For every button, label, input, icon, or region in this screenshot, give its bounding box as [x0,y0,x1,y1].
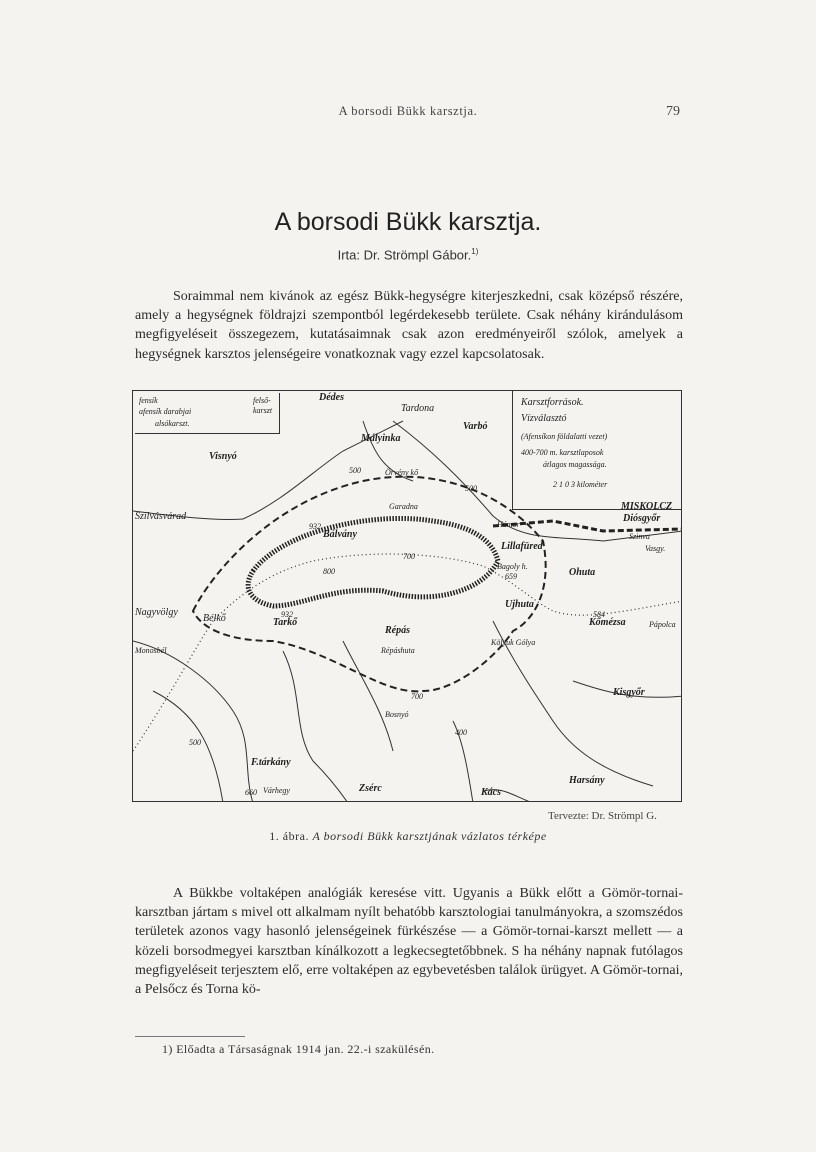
place-belko: Bélkő [203,613,226,624]
elevation-label: 660 [245,788,257,797]
byline-footnote-mark: 1) [471,247,479,256]
place-komezsa: Kőmézsa [589,617,626,628]
second-paragraph [135,884,683,999]
place-varhegy: Várhegy [263,786,290,795]
place-visnyo: Visnyó [209,451,237,462]
byline [0,247,816,262]
legend-karszt: karszt [253,406,273,415]
legend-vizvalaszto: Vízválasztó [521,413,567,424]
paragraph-1: Soraimmal nem kivánok az egész Bükk-hegységre kiterjeszkedni, csak középső részére, amely a hegységnek földrajzi szempontból legérdekesebb területe. Csak néhány kirándulásom megfigyeléseit összegezem, kutatásaimnak csak azon eredményeiről szólok, amelyek a hegységnek karsztos jelenségeire vonatkoznak vagy ezzel kapcsolatosak. [135,289,683,362]
caption-number: 1. ábra. [269,829,309,843]
place-zserc: Zsérc [359,783,382,794]
karst-map-figure [132,390,682,802]
elevation-label: 800 [323,567,335,576]
place-miskolcz: MISKOLCZ [621,501,673,512]
place-balvany: Bálvány [323,529,357,540]
elevation-label: 584 [593,610,605,619]
place-diosgyor: Diósgyőr [623,513,661,524]
figure-credit: Tervezte: Dr. Strömpl G. [548,810,657,822]
legend-scale: 2 1 0 3 kilométer [553,480,608,489]
legend-karsztlaposok: 400-700 m. karsztlaposok [521,448,604,457]
place-vasgy: Vasgy. [645,544,666,553]
running-header [0,104,816,124]
running-title: A borsodi Bükk karsztja. [338,104,478,118]
paragraph-2: A Bükkbe voltaképen analógiák keresése vitt. Ugyanis a Bükk előtt a Gömör-tornai-karsztban jártam s mivel ott alkalmam nyílt behatóbb karsztologiai tanulmányokra, a szomszédos területek azonos vagy hasonló jelenségeinek fürkészése — a Gömör-tornai-karszt mellett — a közeli borsodmegyei karsztban kínálkozott a legkecsegtetőbbnek. S ha néhány napnak futólagos megfigyeléseit terjesztem elő, erre voltaképen az egybevetésben találok ürügyet. A Gömör-tornai, a Pelsőcz és Torna kö- [135,886,683,998]
place-bosnyo: Bosnyó [385,710,409,719]
legend-alsokarszt: alsókarszt. [155,419,190,428]
legend-plateau [135,393,280,434]
footnote-text: Előadta a Társaságnak 1914 jan. 22.-i szakülésén. [176,1042,435,1056]
place-kolyuk-golya: Kölyuk Gólya [491,638,536,647]
place-varbo: Varbó [463,421,488,432]
place-papolca: Pápolca [649,620,676,629]
place-szinva: Szinva [629,532,650,541]
place-nagyvolgy: Nagyvölgy [135,607,178,618]
caption-title: A borsodi Bükk karsztjának vázlatos térképe [312,829,547,843]
elevation-label: 400 [455,728,467,737]
elevation-label: 932 [309,522,321,531]
byline-text: Irta: Dr. Strömpl Gábor. [337,247,472,263]
place-tardona: Tardona [401,403,435,414]
place-tarko: Tarkő [273,617,298,628]
legend-atlagos: átlagos magassága. [543,460,607,469]
place-hamor: Hámor [497,520,520,529]
place-monosbel: Monosbél [135,646,167,655]
place-orvenyko: Örvény kő [385,468,419,477]
footnote-rule [135,1036,245,1037]
footnote-mark: 1) [162,1042,173,1056]
place-harsany: Harsány [569,775,605,786]
figure-caption [0,829,816,844]
elevation-label: 700 [403,552,415,561]
legend-foldalatti: (Afensíkon földalatti vezet) [521,432,608,441]
place-bagoly: Bagoly h. [497,562,528,571]
elevation-label: 700 [411,692,423,701]
place-repas: Répás [385,625,410,636]
place-repashuta: Répáshuta [381,646,415,655]
legend-fensik-darabjai: afensík darabjai [139,407,192,416]
legend-felso: felső- [253,396,271,405]
place-malyinka: Mályinka [361,433,401,444]
footnote [162,1042,435,1057]
page-number: 79 [666,104,680,119]
legend-karst [512,391,681,510]
place-ujhuta: Ujhuta [505,599,534,610]
article-title: A borsodi Bükk karsztja. [274,208,542,236]
intro-paragraph [135,287,683,364]
legend-karsztforrasok: Karsztforrások. [521,397,584,408]
elevation-label: 659 [505,572,517,581]
elevation-label: 500 [465,484,477,493]
elevation-label: 932 [281,610,293,619]
elevation-label: 500 [189,738,201,747]
place-garadna: Garadna [389,502,418,511]
place-kisgyor: Kisgyőr [613,687,645,698]
place-lillafured: Lillafüred [501,541,543,552]
elevation-label: 500 [349,466,361,475]
place-dedes: Dédes [319,392,344,403]
place-ohuta: Ohuta [569,567,596,578]
place-kacs: Kács [481,787,501,798]
place-szilvasvarad: Szilvásvárad [135,511,187,522]
legend-fensik: fensík [139,396,158,405]
place-ftarkany: F.tárkány [251,757,291,768]
